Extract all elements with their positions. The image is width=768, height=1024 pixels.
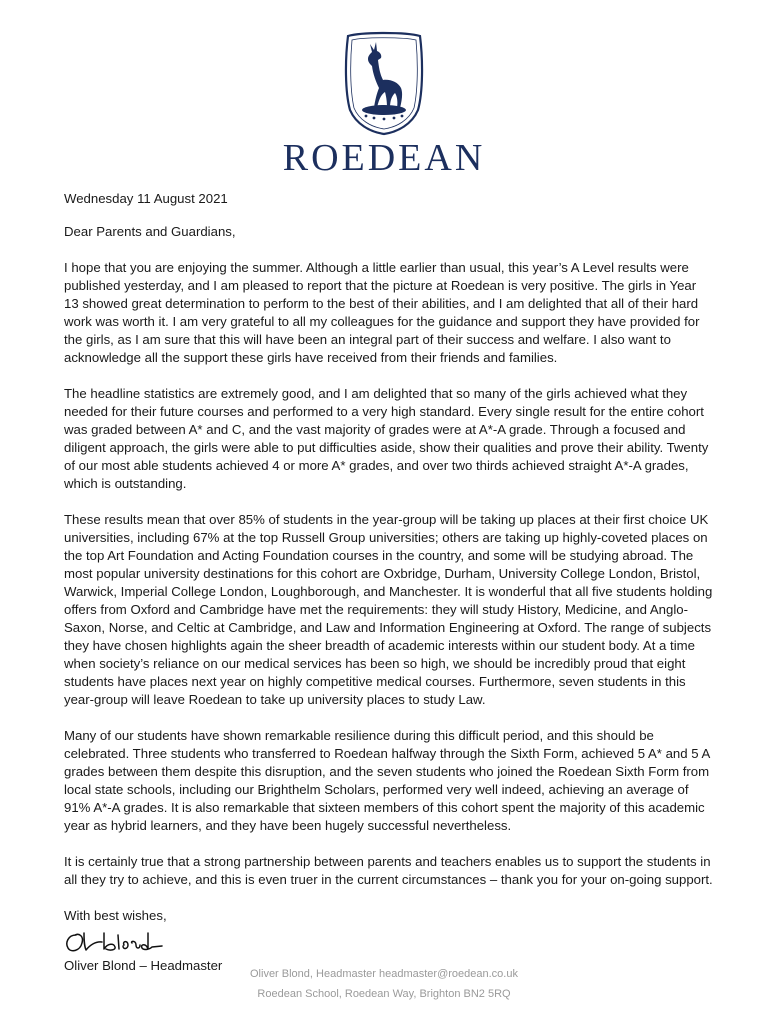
paragraph-resilience: Many of our students have shown remarkable resilience during this difficult period, and this should be celebrated. Three students who transferred to Roedean halfway through the Sixth Form, achieved 5 A* and 5 A grades between them despite this disruption, and the seven students who joined the Roedean Sixth Form from local state schools, including our Brighthelm Scholars, performed very well indeed, achieving an average of 91% A*-A grades. It is also remarkable that sixteen members of this cohort spent the majority of this academic year as hybrid learners, and they have been hugely successful nevertheless. <box>64 728 710 833</box>
school-wordmark: ROEDEAN <box>282 137 486 179</box>
letterhead-footer <box>0 964 768 1004</box>
footer-contact: Oliver Blond, Headmaster headmaster@roedean.co.uk <box>250 968 518 980</box>
closing: With best wishes, <box>64 908 167 923</box>
letter-date: Wednesday 11 August 2021 <box>64 191 228 206</box>
roedean-deer-crest-icon <box>342 30 426 136</box>
footer-address: Roedean School, Roedean Way, Brighton BN2 5RQ <box>257 988 511 1000</box>
paragraph-partnership: It is certainly true that a strong partnership between parents and teachers enables us to support the students in all they try to achieve, and this is even truer in the current circumstances – thank you for your on-going support. <box>64 854 713 887</box>
paragraph-destinations: These results mean that over 85% of students in the year-group will be taking up places at their first choice UK universities, including 67% at the top Russell Group universities; others are taking up highly-coveted places on the top Art Foundation and Acting Foundation courses in the country, and some will be studying abroad. The most popular university destinations for this cohort are Oxbridge, Durham, University College London, Bristol, Warwick, Imperial College London, Loughborough, and Manchester. It is wonderful that all five students holding offers from Oxford and Cambridge have met the requirements: they will study History, Medicine, and Anglo-Saxon, Norse, and Celtic at Cambridge, and Law and Information Engineering at Oxford. The range of subjects they have chosen highlights again the sheer breadth of academic interests within our student body. At a time when society’s reliance on our medical services has been so high, we should be incredibly proud that eight students have places next year on highly competitive medical courses. Furthermore, seven students in this year-group will leave Roedean to take up university places to study Law. <box>64 512 713 707</box>
letter-body <box>64 190 714 975</box>
paragraph-statistics: The headline statistics are extremely good, and I am delighted that so many of the girls achieved what they needed for their future courses and performed to a very high standard. Every single result for the entire cohort was graded between A* and C, and the vast majority of grades were at A*-A grade. Through a focused and diligent approach, the girls were able to put difficulties aside, show their qualities and prove their ability. Twenty of our most able students achieved 4 or more A* grades, and over two thirds achieved straight A*-A grades, which is outstanding. <box>64 386 709 491</box>
salutation: Dear Parents and Guardians, <box>64 224 236 239</box>
signer-name: Oliver Blond – Headmaster <box>64 958 223 973</box>
paragraph-intro: I hope that you are enjoying the summer. Although a little earlier than usual, this year’s A Level results were published yesterday, and I am pleased to report that the picture at Roedean is very positive. The girls in Year 13 showed great determination to perform to the best of their abilities, and I am delighted that all of their hard work was worth it. I am very grateful to all my colleagues for the guidance and support they have provided for the girls, as I am sure that this will have been an integral part of their success and welfare. I also want to acknowledge all the support these girls have received from their friends and families. <box>64 260 700 365</box>
handwritten-signature <box>62 927 172 955</box>
